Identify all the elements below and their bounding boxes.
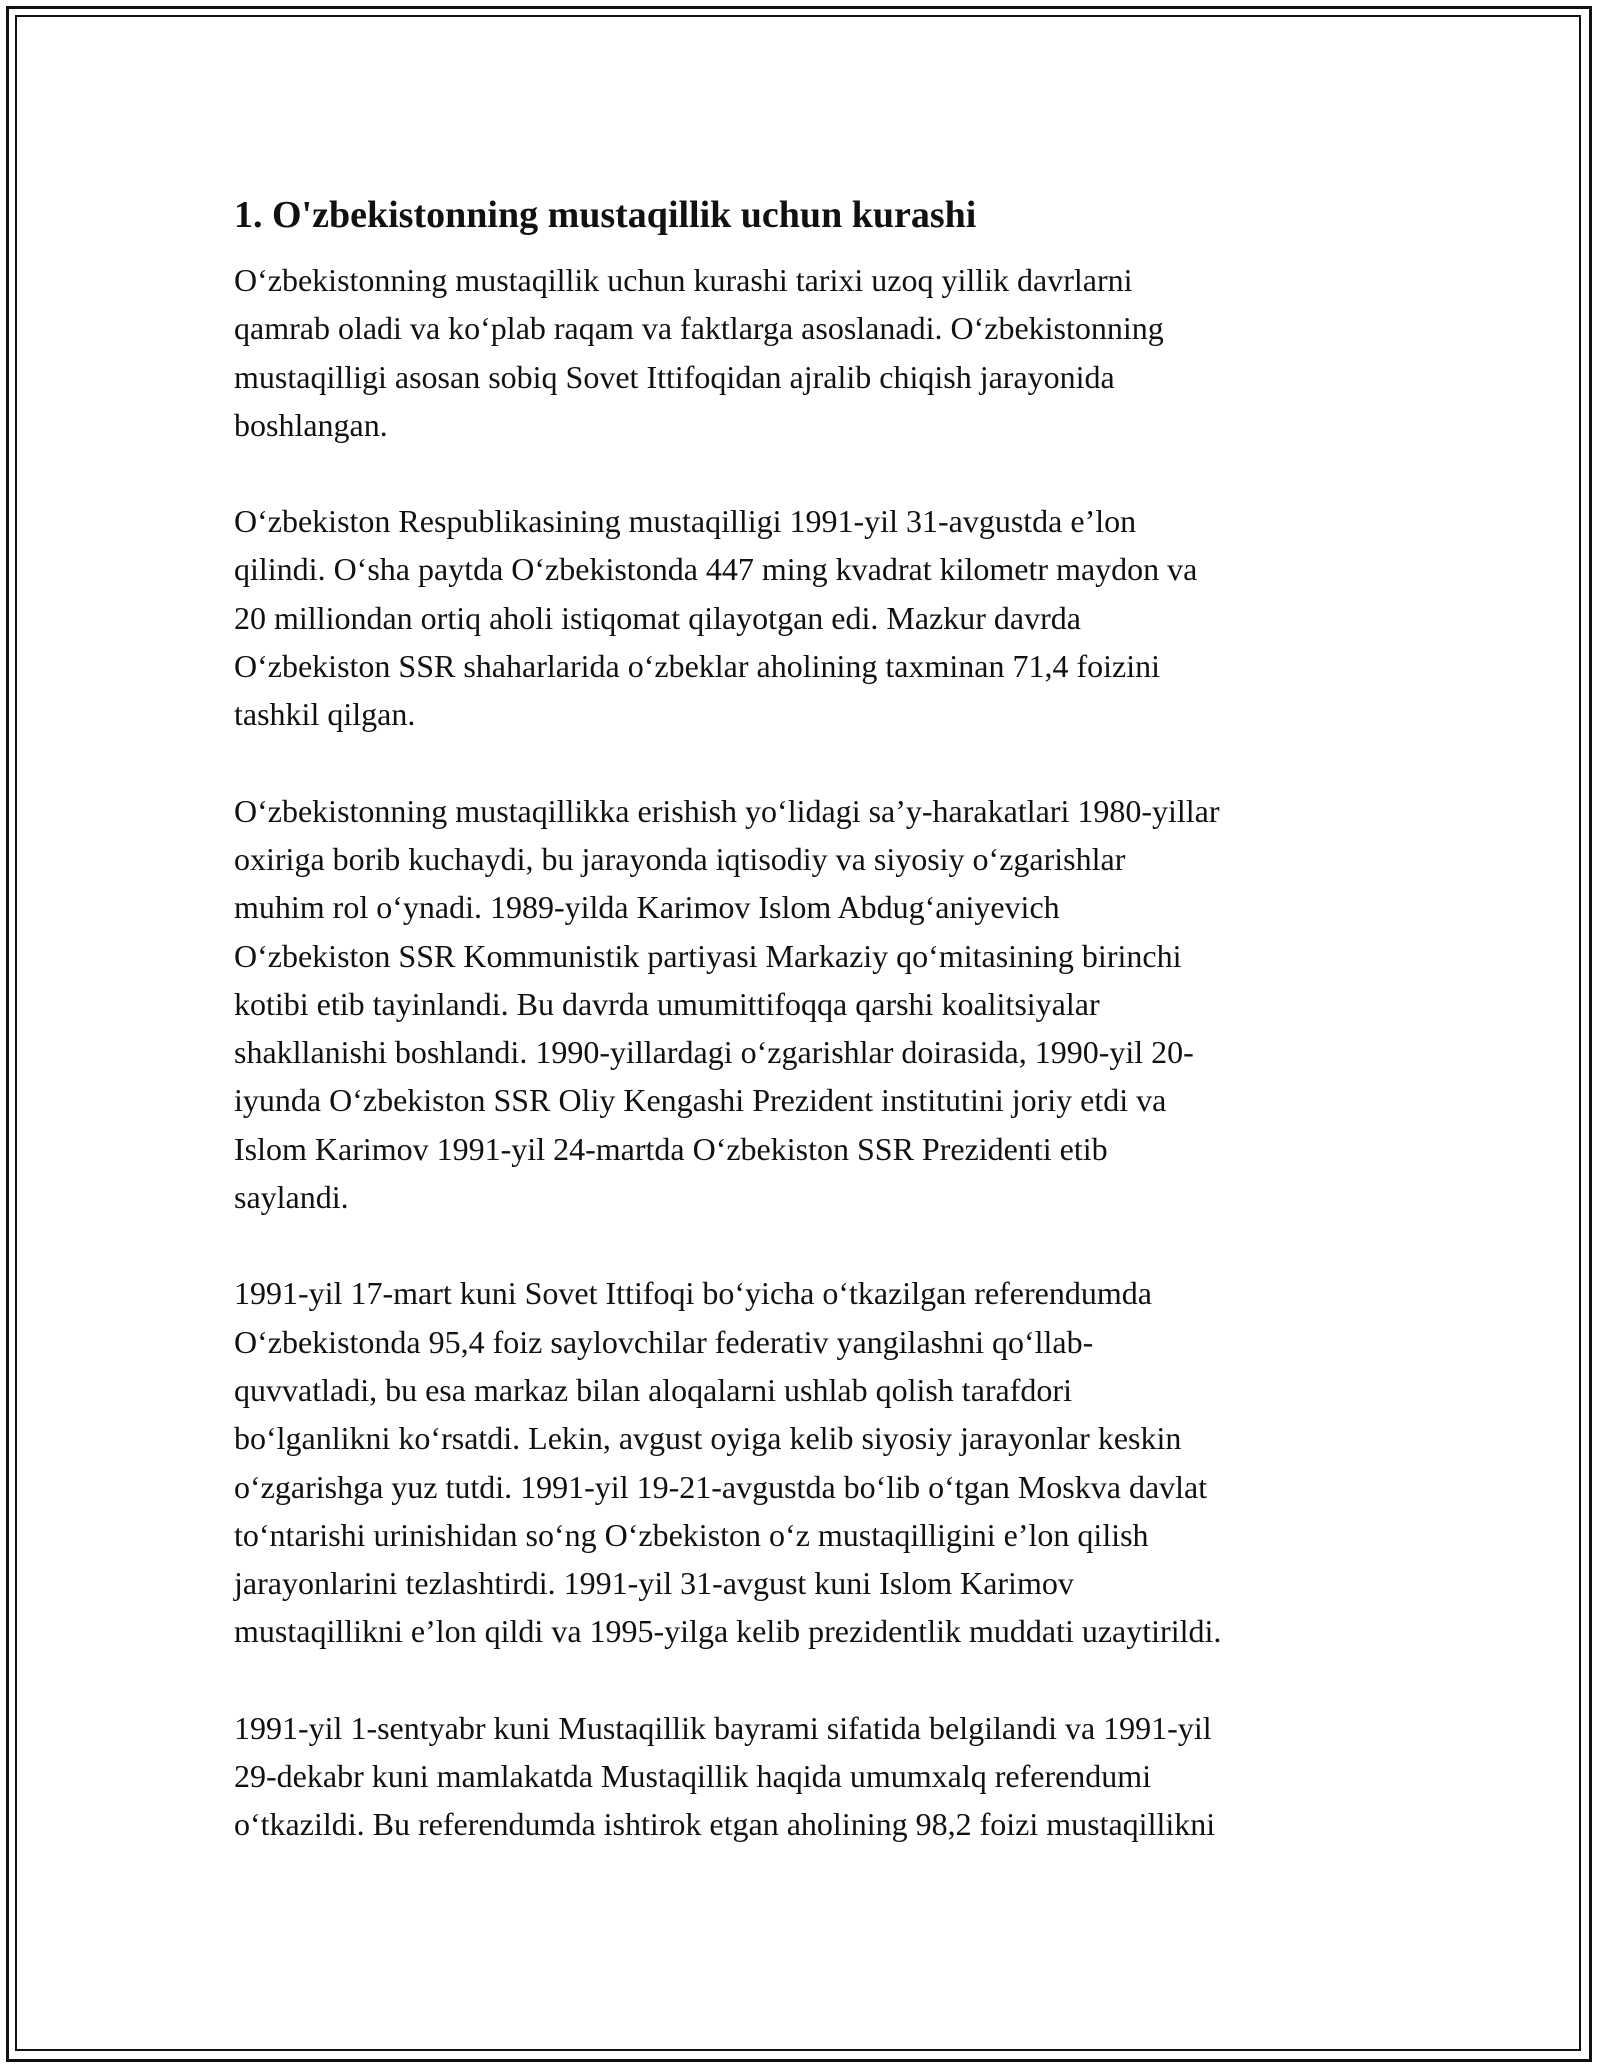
section-heading: 1. O'zbekistonning mustaqillik uchun kurashi <box>234 194 977 236</box>
paragraph <box>234 497 1374 738</box>
paragraph <box>234 256 1374 449</box>
text-line: tashkil qilgan. <box>234 696 416 733</box>
text-line: qamrab oladi va ko‘plab raqam va faktlarga asoslanadi. O‘zbekistonning <box>234 310 1164 347</box>
text-line: iyunda O‘zbekiston SSR Oliy Kengashi Prezident institutini joriy etdi va <box>234 1082 1167 1119</box>
text-line: Islom Karimov 1991-yil 24-martda O‘zbekiston SSR Prezidenti etib <box>234 1130 1108 1167</box>
text-line: qilindi. O‘sha paytda O‘zbekistonda 447 ming kvadrat kilometr maydon va <box>234 551 1198 588</box>
text-line: mustaqillikni e’lon qildi va 1995-yilga kelib prezidentlik muddati uzaytirildi. <box>234 1613 1222 1650</box>
text-line: bo‘lganlikni ko‘rsatdi. Lekin, avgust oyiga kelib siyosiy jarayonlar keskin <box>234 1420 1182 1457</box>
paragraph <box>234 1704 1374 1849</box>
document-body <box>234 186 1374 1897</box>
text-line: O‘zbekiston SSR Kommunistik partiyasi Markaziy qo‘mitasining birinchi <box>234 937 1182 974</box>
text-line: mustaqilligi asosan sobiq Sovet Ittifoqidan ajralib chiqish jarayonida <box>234 358 1115 395</box>
text-line: boshlangan. <box>234 406 388 443</box>
text-line: 1991-yil 1-sentyabr kuni Mustaqillik bayrami sifatida belgilandi va 1991-yil <box>234 1709 1212 1746</box>
text-line: oxiriga borib kuchaydi, bu jarayonda iqtisodiy va siyosiy o‘zgarishlar <box>234 840 1126 877</box>
text-line: O‘zbekistonning mustaqillikka erishish yo‘lidagi sa’y-harakatlari 1980-yillar <box>234 792 1220 829</box>
text-line: kotibi etib tayinlandi. Bu davrda umumittifoqqa qarshi koalitsiyalar <box>234 985 1100 1022</box>
text-line: muhim rol o‘ynadi. 1989-yilda Karimov Islom Abdug‘aniyevich <box>234 889 1060 926</box>
text-line: 1991-yil 17-mart kuni Sovet Ittifoqi bo‘yicha o‘tkazilgan referendumda <box>234 1275 1152 1312</box>
text-line: o‘tkazildi. Bu referendumda ishtirok etgan aholining 98,2 foizi mustaqillikni <box>234 1806 1216 1843</box>
text-line: O‘zbekiston SSR shaharlarida o‘zbeklar aholining taxminan 71,4 foizini <box>234 648 1160 685</box>
text-line: o‘zgarishga yuz tutdi. 1991-yil 19-21-avgustda bo‘lib o‘tgan Moskva davlat <box>234 1468 1208 1505</box>
paragraph <box>234 787 1374 1222</box>
text-line: shakllanishi boshlandi. 1990-yillardagi o‘zgarishlar doirasida, 1990-yil 20- <box>234 1034 1194 1071</box>
text-line: to‘ntarishi urinishidan so‘ng O‘zbekiston o‘z mustaqilligini e’lon qilish <box>234 1516 1149 1553</box>
text-line: jarayonlarini tezlashtirdi. 1991-yil 31-avgust kuni Islom Karimov <box>234 1565 1074 1602</box>
paragraph <box>234 1269 1374 1655</box>
text-line: saylandi. <box>234 1179 349 1216</box>
text-line: quvvatladi, bu esa markaz bilan aloqalarni ushlab qolish tarafdori <box>234 1371 1072 1408</box>
text-line: O‘zbekistonning mustaqillik uchun kurashi tarixi uzoq yillik davrlarni <box>234 262 1133 298</box>
text-line: O‘zbekiston Respublikasining mustaqilligi 1991-yil 31-avgustda e’lon <box>234 503 1137 540</box>
text-line: 29-dekabr kuni mamlakatda Mustaqillik haqida umumxalq referendumi <box>234 1758 1152 1795</box>
text-line: O‘zbekistonda 95,4 foiz saylovchilar federativ yangilashni qo‘llab- <box>234 1323 1094 1360</box>
text-line: 20 milliondan ortiq aholi istiqomat qilayotgan edi. Mazkur davrda <box>234 599 1081 636</box>
